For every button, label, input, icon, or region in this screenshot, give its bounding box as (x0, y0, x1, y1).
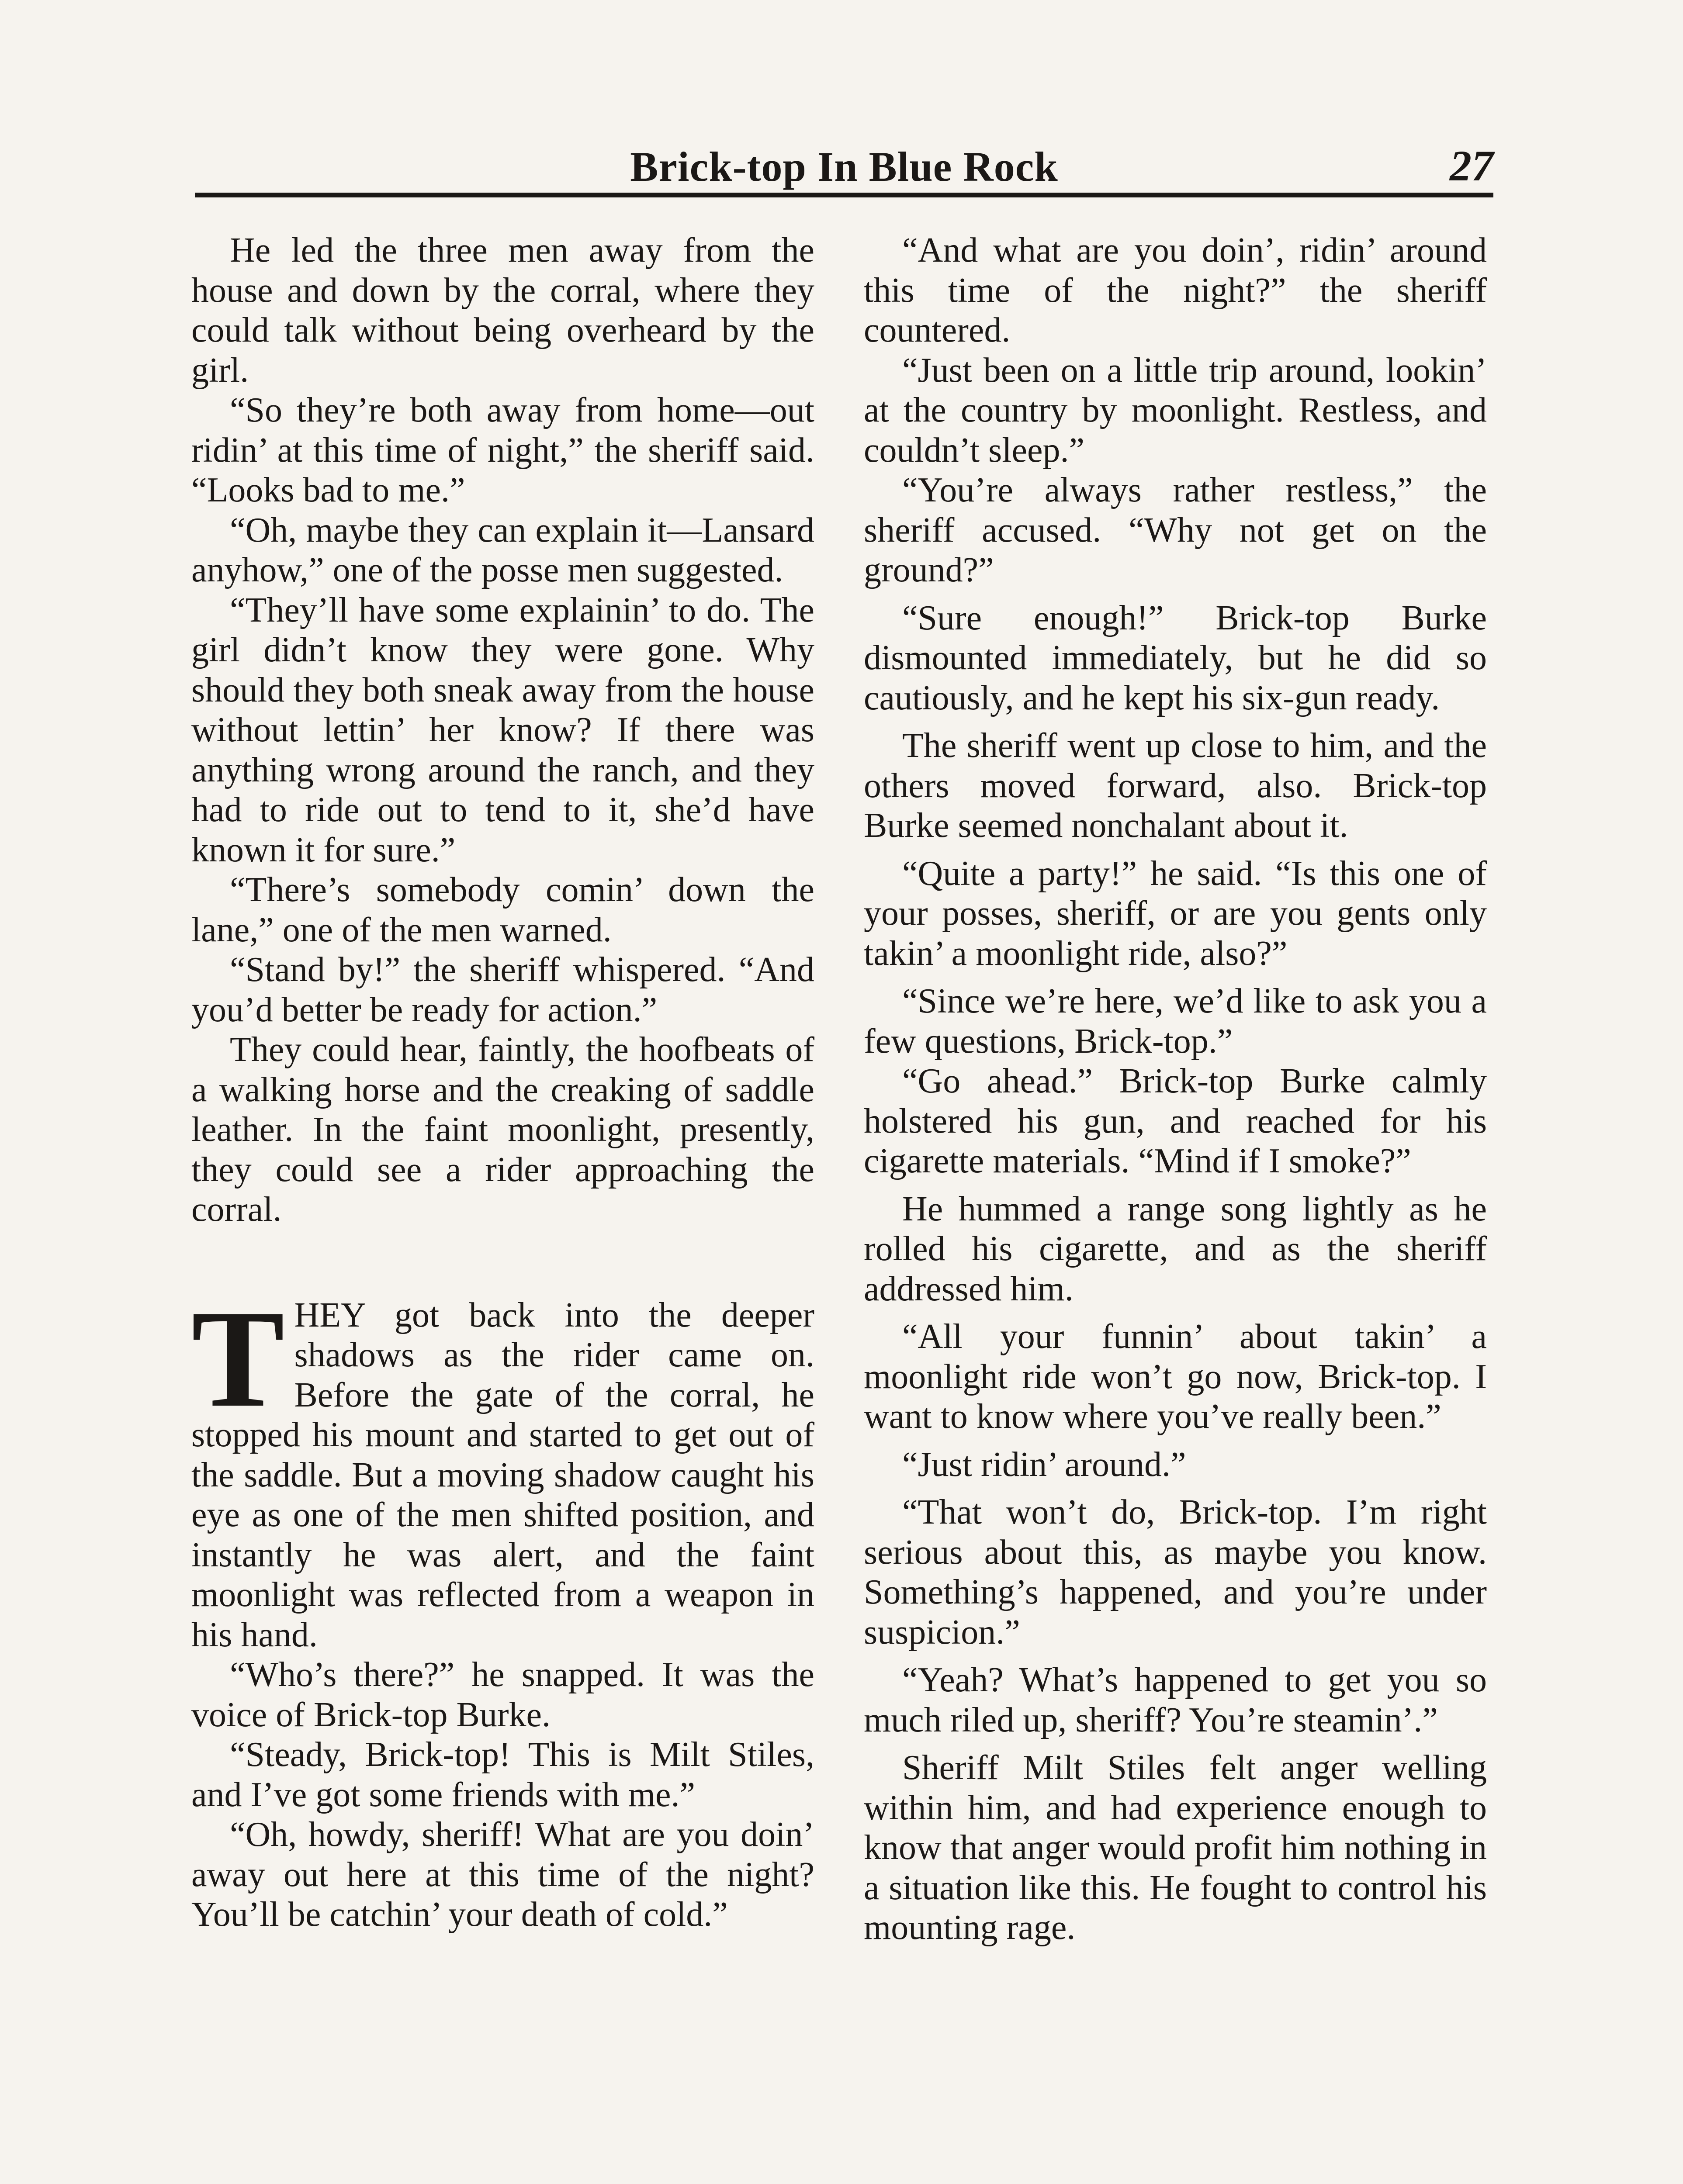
paragraph: “Oh, maybe they can explain it—Lansard anyhow,” one of the posse men suggested. (191, 511, 814, 589)
paragraph: “Just ridin’ around.” (902, 1445, 1186, 1484)
paragraph: “Quite a party!” he said. “Is this one of your posses, sheriff, or are you gents only takin’ a moonlight ride, also?” (864, 854, 1487, 973)
paragraph: “Who’s there?” he snapped. It was the voice of Brick-top Burke. (191, 1655, 814, 1734)
paragraph: “Steady, Brick-top! This is Milt Stiles, and I’ve got some friends with me.” (191, 1735, 814, 1814)
paragraph: “You’re always rather restless,” the sheriff accused. “Why not get on the ground?” (864, 471, 1487, 589)
header-rule (195, 193, 1493, 197)
paragraph: “So they’re both away from home—out ridin’ at this time of night,” the sheriff said. “Looks bad to me.” (191, 391, 814, 509)
paragraph: “Go ahead.” Brick-top Burke calmly holstered his gun, and reached for his cigarette materials. “Mind if I smoke?” (864, 1062, 1487, 1180)
paragraph: “That won’t do, Brick-top. I’m right serious about this, as maybe you know. Something’s happened, and you’re under suspicion.” (864, 1493, 1487, 1652)
page-title: Brick-top In Blue Rock (630, 143, 1058, 190)
paragraph: They could hear, faintly, the hoofbeats of a walking horse and the creaking of saddle leather. In the faint moonlight, presently, they could see a rider approaching the corral. (191, 1030, 814, 1229)
paragraph: “Sure enough!” Brick-top Burke dismounted immediately, but he did so cautiously, and he kept his six-gun ready. (864, 598, 1487, 717)
paragraph: “There’s somebody comin’ down the lane,” one of the men warned. (191, 871, 814, 949)
paragraph: Sheriff Milt Stiles felt anger welling within him, and had experience enough to know that anger would profit him nothing in a situation like this. He fought to control his mounting rage. (864, 1749, 1487, 1947)
paragraph: “All your funnin’ about takin’ a moonlight ride won’t go now, Brick-top. I want to know where you’ve really been.” (864, 1317, 1487, 1436)
paragraph: He led the three men away from the house and down by the corral, where they could talk without being overheard by the girl. (191, 231, 814, 390)
paragraph: “And what are you doin’, ridin’ around this time of the night?” the sheriff countered. (864, 231, 1487, 349)
paragraph: “Just been on a little trip around, lookin’ at the country by moonlight. Restless, and couldn’t sleep.” (864, 351, 1487, 470)
paragraph: “Oh, howdy, sheriff! What are you doin’ away out here at this time of the night? You’ll be catchin’ your death of cold.” (191, 1815, 814, 1934)
section-opening-paragraph (191, 1281, 814, 1655)
right-column (864, 231, 1487, 1948)
page-number: 27 (1450, 142, 1493, 190)
drop-cap: T (191, 1281, 285, 1436)
paragraph: The sheriff went up close to him, and the others moved forward, also. Brick-top Burke seemed nonchalant about it. (864, 726, 1487, 845)
paragraph: “Stand by!” the sheriff whispered. “And you’d better be ready for action.” (191, 950, 814, 1029)
paragraph: “They’ll have some explainin’ to do. The girl didn’t know they were gone. Why should they both sneak away from the house without lettin’ her know? If there was anything wrong around the ranch, and they had to ride out to tend to it, she’d have known it for sure.” (191, 591, 814, 869)
paragraph: He hummed a range song lightly as he rolled his cigarette, and as the sheriff addressed him. (864, 1189, 1487, 1308)
paragraph: “Yeah? What’s happened to get you so much riled up, sheriff? You’re steamin’.” (864, 1661, 1487, 1739)
paragraph: “Since we’re here, we’d like to ask you a few questions, Brick-top.” (864, 982, 1487, 1061)
section-opening-text: HEY got back into the deeper shadows as the rider came on. Before the gate of the corral, he stopped his mount and started to get out of the saddle. But a moving shadow caught his eye as one of the men shifted position, and instantly he was alert, and the faint moonlight was reflected from a weapon in his hand. (191, 1296, 814, 1654)
left-column (191, 231, 814, 1935)
running-header (195, 138, 1493, 195)
